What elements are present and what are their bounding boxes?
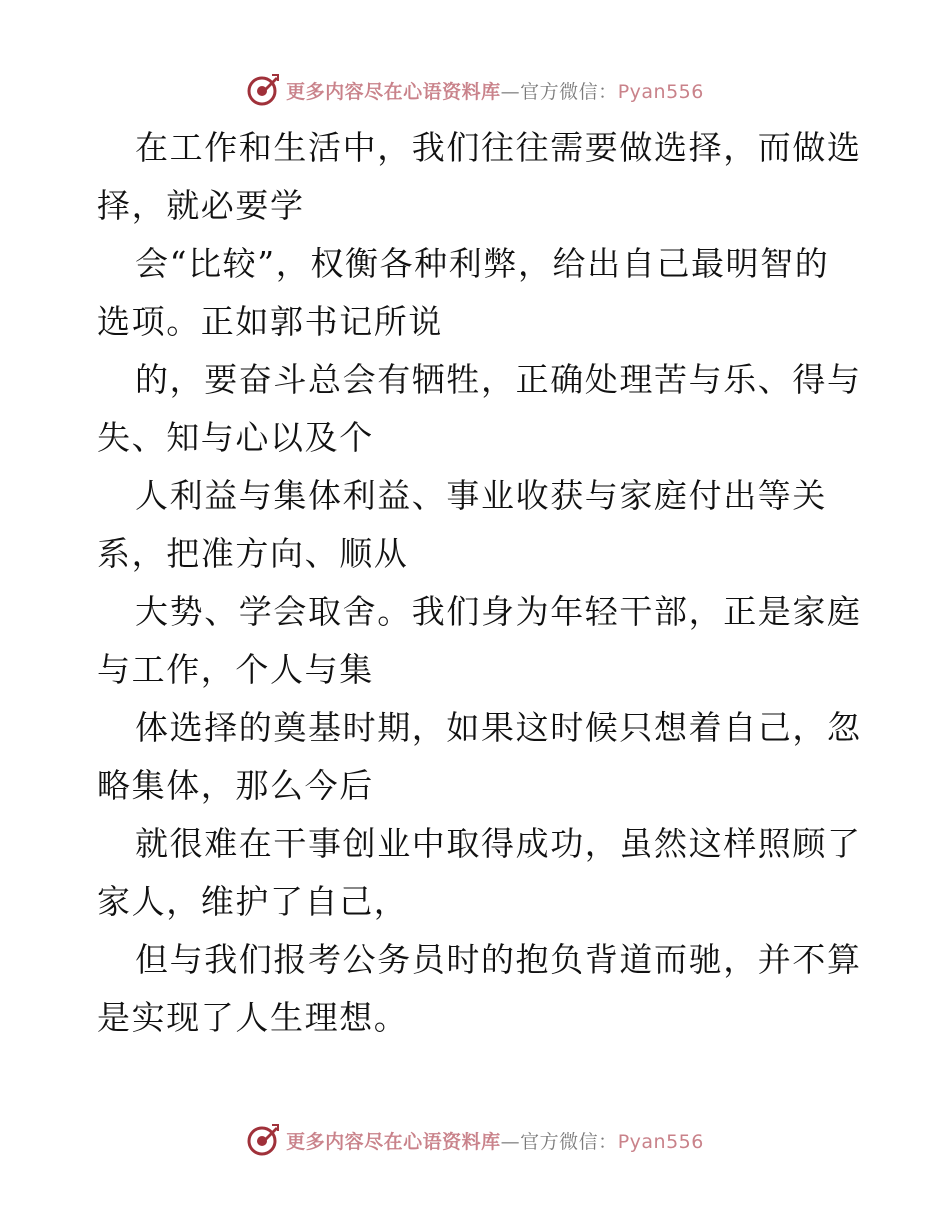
- pen-circle-logo-icon: [246, 1123, 280, 1157]
- header-banner-text: [286, 77, 704, 104]
- footer-banner-text: [286, 1127, 704, 1154]
- body-line-1: 在工作和生活中，我们往往需要做选择，而做选: [135, 128, 862, 167]
- footer-banner-main: 更多内容尽在心语资料库: [286, 1130, 501, 1153]
- body-line-16: 是实现了人生理想。: [97, 998, 409, 1037]
- body-line-15: 但与我们报考公务员时的抱负背道而驰，并不算: [135, 940, 862, 979]
- document-body: [97, 119, 862, 1047]
- body-line-5: 的，要奋斗总会有牺牲，正确处理苦与乐、得与: [135, 360, 862, 399]
- footer-banner-id: Pyan556: [617, 1130, 704, 1153]
- body-line-10: 与工作，个人与集: [97, 650, 374, 689]
- body-line-13: 就很难在干事创业中取得成功，虽然这样照顾了: [135, 824, 862, 863]
- header-banner-label: 官方微信：: [520, 80, 618, 103]
- body-line-4: 选项。正如郭书记所说: [97, 302, 443, 341]
- body-line-2: 择，就必要学: [97, 186, 305, 225]
- body-line-8: 系，把准方向、顺从: [97, 534, 409, 573]
- body-line-12: 略集体，那么今后: [97, 766, 374, 805]
- body-line-6: 失、知与心以及个: [97, 418, 374, 457]
- header-banner-id: Pyan556: [617, 80, 704, 103]
- body-line-7: 人利益与集体利益、事业收获与家庭付出等关: [135, 476, 827, 515]
- header-banner: [0, 70, 950, 110]
- pen-circle-logo-icon: [246, 73, 280, 107]
- footer-banner: [0, 1120, 950, 1160]
- footer-banner-separator: —: [500, 1130, 521, 1153]
- body-line-9: 大势、学会取舍。我们身为年轻干部，正是家庭: [135, 592, 862, 631]
- header-banner-separator: —: [500, 80, 521, 103]
- body-line-3: 会“比较”，权衡各种利弊，给出自己最明智的: [135, 244, 830, 283]
- footer-banner-label: 官方微信：: [520, 1130, 618, 1153]
- body-line-11: 体选择的奠基时期，如果这时候只想着自己，忽: [135, 708, 862, 747]
- header-banner-main: 更多内容尽在心语资料库: [286, 80, 501, 103]
- body-line-14: 家人，维护了自己，: [97, 882, 409, 921]
